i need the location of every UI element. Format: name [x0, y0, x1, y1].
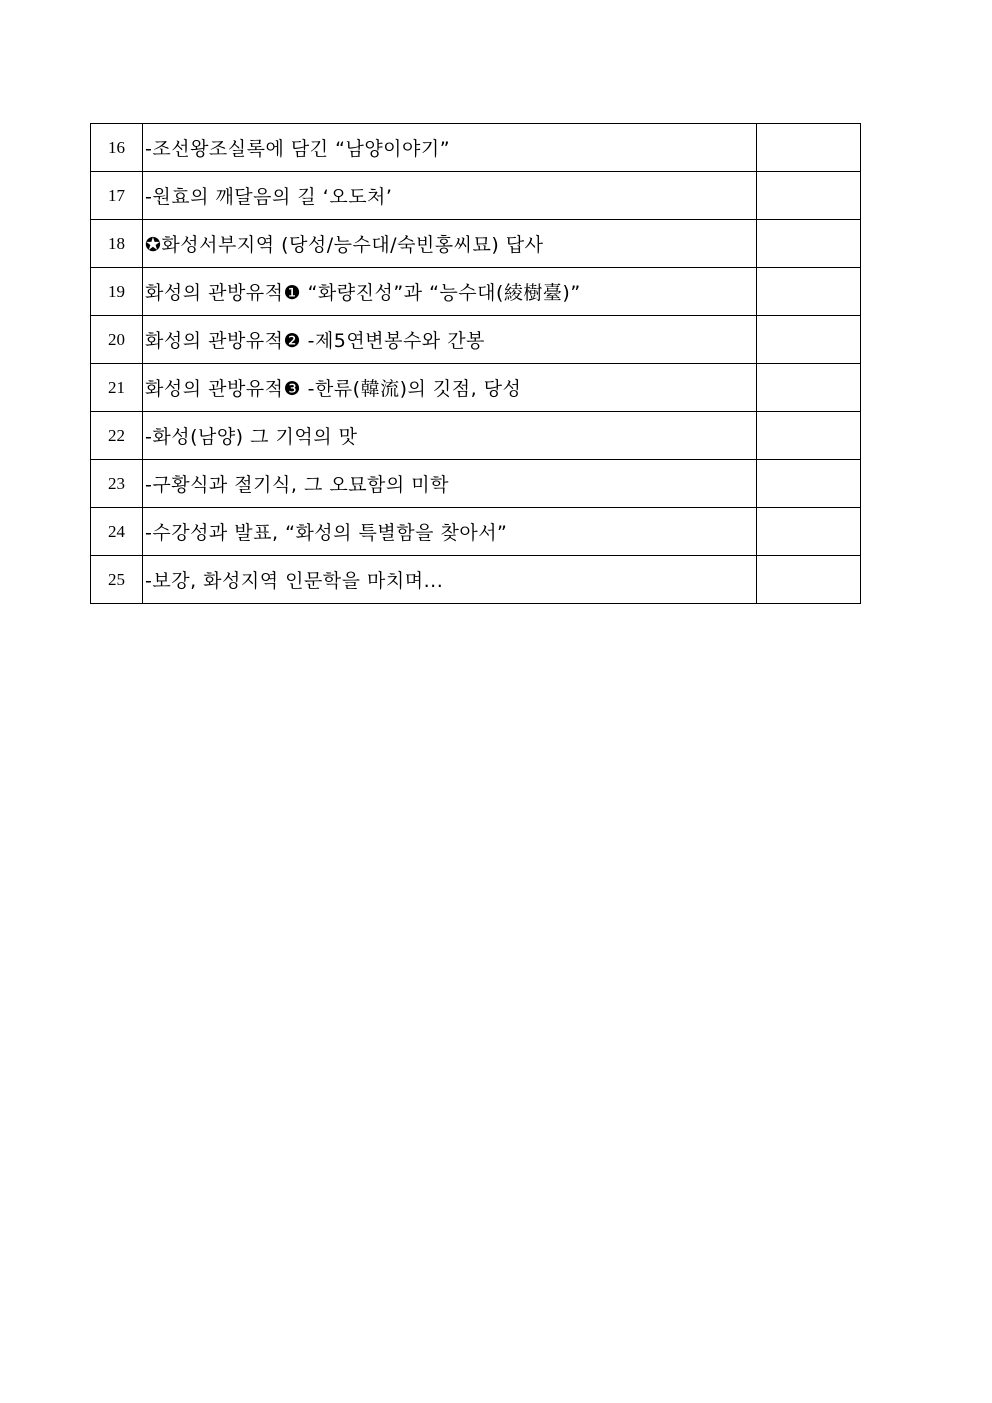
session-title: 화성의 관방유적❸ -한류(韓流)의 깃점, 당성 [143, 364, 757, 412]
table-row [91, 124, 861, 172]
session-note [757, 508, 861, 556]
session-note [757, 172, 861, 220]
session-number: 17 [91, 172, 143, 220]
session-note [757, 412, 861, 460]
table-row [91, 316, 861, 364]
session-title: -구황식과 절기식, 그 오묘함의 미학 [143, 460, 757, 508]
lecture-schedule-table [90, 123, 861, 604]
table-row [91, 220, 861, 268]
session-note [757, 124, 861, 172]
session-note [757, 364, 861, 412]
session-number: 21 [91, 364, 143, 412]
table-row [91, 268, 861, 316]
session-title: -보강, 화성지역 인문학을 마치며... [143, 556, 757, 604]
table-row [91, 172, 861, 220]
session-title: 화성의 관방유적❷ -제5연변봉수와 간봉 [143, 316, 757, 364]
session-note [757, 460, 861, 508]
session-title: 화성의 관방유적❶ “화량진성”과 “능수대(綾樹臺)” [143, 268, 757, 316]
session-number: 23 [91, 460, 143, 508]
session-number: 24 [91, 508, 143, 556]
session-number: 19 [91, 268, 143, 316]
session-number: 16 [91, 124, 143, 172]
session-note [757, 556, 861, 604]
session-number: 22 [91, 412, 143, 460]
session-title: -화성(남양) 그 기억의 맛 [143, 412, 757, 460]
session-note [757, 316, 861, 364]
session-number: 20 [91, 316, 143, 364]
session-title: -조선왕조실록에 담긴 “남양이야기” [143, 124, 757, 172]
table-row [91, 460, 861, 508]
session-note [757, 220, 861, 268]
table-row [91, 508, 861, 556]
table-row [91, 412, 861, 460]
session-title: -수강성과 발표, “화성의 특별함을 찾아서” [143, 508, 757, 556]
session-note [757, 268, 861, 316]
session-title: -원효의 깨달음의 길 ‘오도처’ [143, 172, 757, 220]
session-number: 25 [91, 556, 143, 604]
table-row [91, 364, 861, 412]
table-row [91, 556, 861, 604]
session-title: ✪화성서부지역 (당성/능수대/숙빈홍씨묘) 답사 [143, 220, 757, 268]
session-number: 18 [91, 220, 143, 268]
